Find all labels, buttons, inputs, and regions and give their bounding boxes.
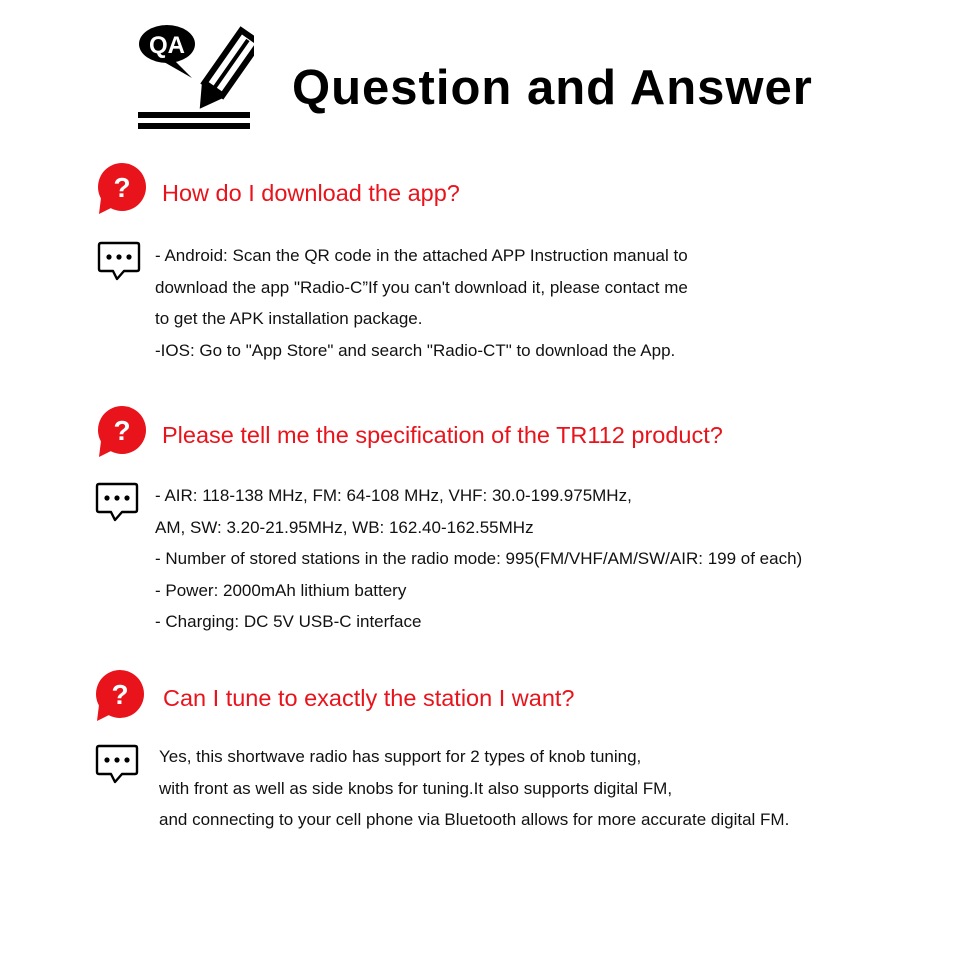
svg-text:?: ?: [113, 172, 131, 203]
answer-line: - Number of stored stations in the radio mode: 995(FM/VHF/AM/SW/AIR: 199 of each): [155, 549, 803, 568]
question-text: How do I download the app?: [162, 180, 460, 206]
svg-text:?: ?: [111, 679, 129, 710]
answer-text: [155, 480, 802, 638]
chat-bubble-icon: [97, 240, 141, 284]
answer-line: download the app "Radio-C”If you can't download it, please contact me: [155, 277, 688, 297]
chat-bubble-icon: [95, 481, 139, 525]
answer-line: - Android: Scan the QR code in the attached APP Instruction manual to: [155, 246, 688, 265]
answer-line: -IOS: Go to "App Store" and search "Radio-CT" to download the App.: [155, 340, 676, 360]
question-bubble-icon: [93, 669, 147, 723]
question-bubble-icon: [95, 405, 149, 459]
svg-text:?: ?: [113, 415, 131, 446]
answer-text: [159, 741, 789, 836]
qa-pencil-icon: [134, 22, 254, 134]
chat-bubble-icon: [95, 743, 139, 787]
answer-text: [155, 240, 688, 366]
answer-line: - Power: 2000mAh lithium battery: [155, 580, 407, 600]
question-text: Can I tune to exactly the station I want?: [163, 685, 575, 711]
answer-line: AM, SW: 3.20-21.95MHz, WB: 162.40-162.55MHz: [155, 517, 534, 537]
question-bubble-icon: [95, 162, 149, 216]
answer-line: and connecting to your cell phone via Bluetooth allows for more accurate digital FM.: [159, 810, 790, 829]
question-text: Please tell me the specification of the TR112 product?: [162, 422, 723, 448]
answer-line: - Charging: DC 5V USB-C interface: [155, 612, 422, 631]
answer-line: Yes, this shortwave radio has support for 2 types of knob tuning,: [159, 747, 642, 766]
logo-badge-text: QA: [149, 32, 185, 59]
answer-line: - AIR: 118-138 MHz, FM: 64-108 MHz, VHF: 30.0-199.975MHz,: [155, 486, 632, 505]
answer-line: with front as well as side knobs for tuning.It also supports digital FM,: [159, 778, 673, 798]
page-title: Question and Answer: [292, 61, 813, 115]
answer-line: to get the APK installation package.: [155, 309, 423, 328]
